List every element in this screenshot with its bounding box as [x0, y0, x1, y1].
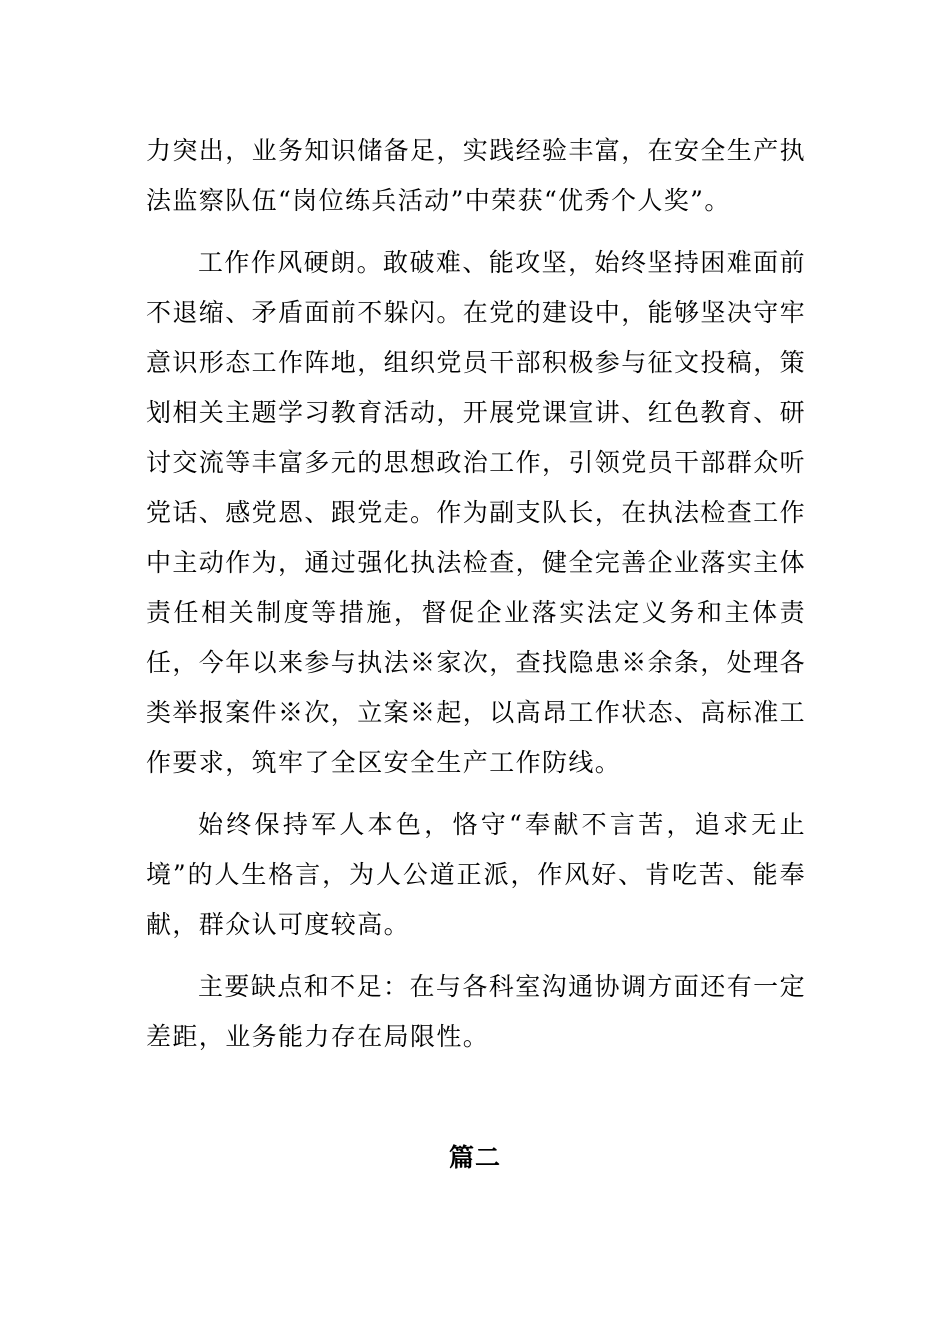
paragraph-work-style: 工作作风硬朗。敢破难、能攻坚，始终坚持困难面前不退缩、矛盾面前不躲闪。在党的建设中，能够坚决守牢意识形态工作阵地，组织党员干部积极参与征文投稿，策划相关主题学习教育活动，开展党课宣讲、红色教育、研讨交流等丰富多元的思想政治工作，引领党员干部群众听党话、感党恩、跟党走。作为副支队长，在执法检查工作中主动作为，通过强化执法检查，健全完善企业落实主体责任相关制度等措施，督促企业落实法定义务和主体责任，今年以来参与执法※家次，查找隐患※余条，处理各类举报案件※次，立案※起，以高昂工作状态、高标准工作要求，筑牢了全区安全生产工作防线。 [146, 248, 807, 777]
paragraph-soldier-spirit: 始终保持军人本色，恪守“奉献不言苦，追求无止境”的人生格言，为人公道正派，作风好、肯吃苦、能奉献，群众认可度较高。 [146, 810, 806, 939]
paragraph-continuation: 力突出，业务知识储备足，实践经验丰富，在安全生产执法监察队伍“岗位练兵活动”中荣获“优秀个人奖”。 [146, 136, 807, 215]
section-heading: 篇二 [448, 1143, 501, 1172]
document-body [146, 126, 806, 1074]
paragraph-shortcomings: 主要缺点和不足：在与各科室沟通协调方面还有一定差距，业务能力存在局限性。 [146, 972, 806, 1051]
